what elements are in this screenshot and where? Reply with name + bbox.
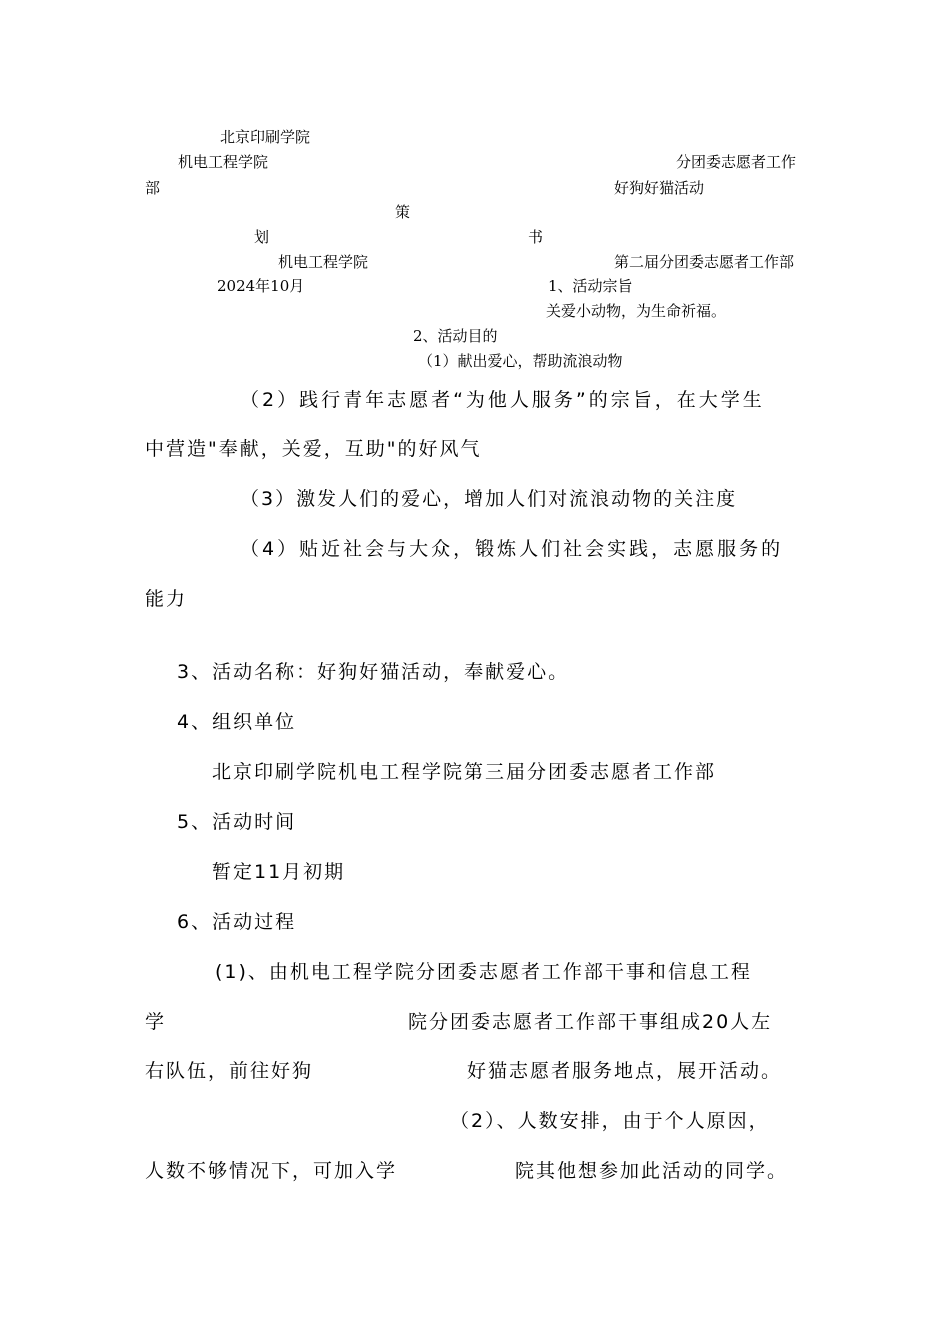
section-6-point-1-line3b: 好猫志愿者服务地点，展开活动。 (467, 1060, 783, 1082)
title-char-ce: 策 (395, 203, 411, 221)
section-6-point-1-line3a: 右队伍，前往好狗 (145, 1060, 314, 1082)
title-char-shu: 书 (528, 228, 544, 246)
section-2-point-2-line2: 中营造"奉献，关爱，互助"的好风气 (145, 438, 482, 460)
section-6-title: 6、活动过程 (177, 911, 297, 933)
university-name: 北京印刷学院 (220, 128, 311, 146)
section-2-point-2-line1: （2）践行青年志愿者“为他人服务”的宗旨，在大学生 (240, 389, 765, 411)
section-5-title: 5、活动时间 (177, 811, 297, 833)
section-6-point-2-line2b: 院其他想参加此活动的同学。 (515, 1160, 789, 1182)
section-6-point-1-line2a: 学 (145, 1011, 167, 1033)
document-date: 2024年10月 (217, 277, 305, 295)
organizer-department: 第二届分团委志愿者工作部 (614, 253, 795, 271)
section-2-point-3: （3）激发人们的爱心，增加人们对流浪动物的关注度 (240, 488, 738, 510)
committee-name: 分团委志愿者工作 (676, 153, 797, 171)
college-name: 机电工程学院 (178, 153, 269, 171)
department-char: 部 (145, 179, 161, 197)
section-4-text: 北京印刷学院机电工程学院第三届分团委志愿者工作部 (212, 761, 717, 783)
title-char-hua: 划 (254, 228, 270, 246)
section-2-point-4-line2: 能力 (145, 588, 188, 610)
section-6-point-2-line2a: 人数不够情况下，可加入学 (145, 1160, 398, 1182)
section-2-title: 2、活动目的 (413, 327, 498, 345)
section-2-point-1: （1）献出爱心，帮助流浪动物 (418, 352, 623, 370)
activity-name: 好狗好猫活动 (614, 179, 705, 197)
section-1-text: 关爱小动物，为生命祈福。 (546, 302, 727, 320)
section-3: 3、活动名称：好狗好猫活动，奉献爱心。 (177, 661, 570, 683)
section-1-title: 1、活动宗旨 (548, 277, 633, 295)
section-5-text: 暂定11月初期 (212, 861, 346, 883)
section-2-point-4-line1: （4）贴近社会与大众，锻炼人们社会实践，志愿服务的 (240, 538, 784, 560)
section-6-point-2-line1: （2）、人数安排，由于个人原因， (450, 1110, 770, 1132)
section-6-point-1-line1: (1)、由机电工程学院分团委志愿者工作部干事和信息工程 (215, 961, 752, 983)
organizer-college: 机电工程学院 (278, 253, 369, 271)
section-4-title: 4、组织单位 (177, 711, 297, 733)
section-6-point-1-line2b: 院分团委志愿者工作部干事组成20人左 (408, 1011, 773, 1033)
